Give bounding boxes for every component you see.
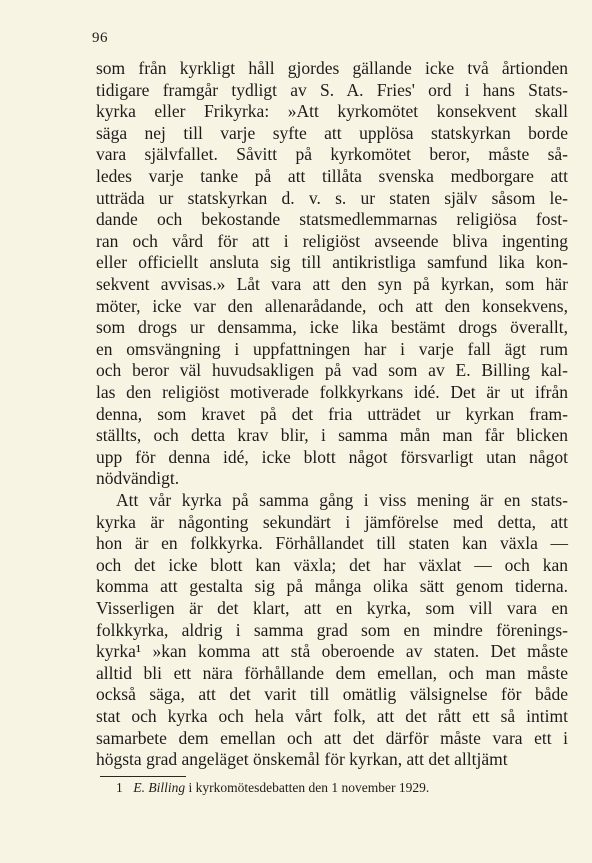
footnote-rule [100, 776, 186, 777]
text-line: hon är en folkkyrka. Förhållandet till staten kan växla — [96, 533, 568, 554]
text-line: ställts, och detta krav blir, i samma mån man får blicken [96, 425, 568, 446]
text-line: kyrka eller Frikyrka: »Att kyrkomötet konsekvent skall [96, 101, 568, 122]
text-line: vara självfallet. Såvitt på kyrkomötet beror, måste så- [96, 144, 568, 165]
text-line: komma att gestalta sig på många olika sätt genom tiderna. [96, 576, 568, 597]
text-line: som från kyrkligt håll gjordes gällande icke två årtionden [96, 58, 568, 78]
text-line: och det icke blott kan växla; det har växlat — och kan [96, 554, 568, 575]
text-line: och beror väl huvudsakligen på vad som av E. Billing kal- [96, 360, 568, 381]
text-line: denna, som kravet på det fria utträdet ur kyrkan fram- [96, 403, 568, 424]
page-number: 96 [92, 30, 108, 46]
text-line: ledes varje tanke på att tillåta svenska medborgare att [96, 166, 568, 186]
text-line: eller officiellt ansluta sig till antikristliga samfund lika kon- [96, 252, 568, 273]
text-line: upp för denna idé, icke blott något försvarligt utan något [96, 446, 568, 467]
text-line: nödvändigt. [96, 468, 180, 489]
text-line: kyrka är någonting sekundärt i jämförelse med detta, att [96, 511, 568, 532]
text-line: samarbete dem emellan och att det därför måste vara ett i [96, 727, 568, 748]
text-line: som drogs ur densamma, icke lika bestämt drogs överallt, [96, 317, 568, 338]
text-line: alltid bli ett nära förhållande dem emellan, och man måste [96, 662, 568, 683]
text-line: en omsvängning i uppfattningen har i varje fall ägt rum [96, 338, 568, 359]
footnote-text: i kyrkomötesdebatten den 1 november 1929. [188, 780, 430, 795]
text-line: möter, icke var den allenarådande, och att den konsekvens, [96, 295, 568, 316]
text-line: dande och bekostande statsmedlemmarnas religiösa fost- [96, 209, 568, 230]
text-line: tidigare framgår tydligt av S. A. Fries' ord i hans Stats- [96, 79, 568, 100]
text-line: Att vår kyrka på samma gång i viss mening är en stats- [116, 490, 568, 510]
text-line: högsta grad angeläget önskemål för kyrkan, att det alltjämt [96, 749, 508, 770]
text-line: sekvent avvisas.» Låt vara att den syn på kyrkan, som här [96, 274, 568, 294]
text-line: folkkyrka, aldrig i samma grad som en mindre förenings- [96, 619, 568, 640]
text-line: Visserligen är det klart, att en kyrka, som vill vara en [96, 598, 568, 618]
text-line: las den religiöst motiverade folkkyrkans idé. Det är ut ifrån [96, 382, 568, 402]
text-line: kyrka¹ »kan komma att stå oberoende av staten. Det måste [96, 641, 568, 662]
text-line: också säga, att det varit till omätlig välsignelse för både [96, 684, 568, 705]
footnote-author: E. Billing [133, 780, 186, 795]
footnote-marker: 1 [116, 780, 123, 795]
text-line: stat och kyrka och hela vårt folk, att det rått ett så intimt [96, 706, 568, 726]
text-line: säga nej till varje syfte att upplösa statskyrkan borde [96, 122, 568, 143]
text-line: utträda ur statskyrkan d. v. s. ur staten själv såsom le- [96, 187, 568, 208]
text-line: ran och vård för att i religiöst avseende bliva ingenting [96, 230, 568, 251]
footnote [116, 779, 556, 797]
